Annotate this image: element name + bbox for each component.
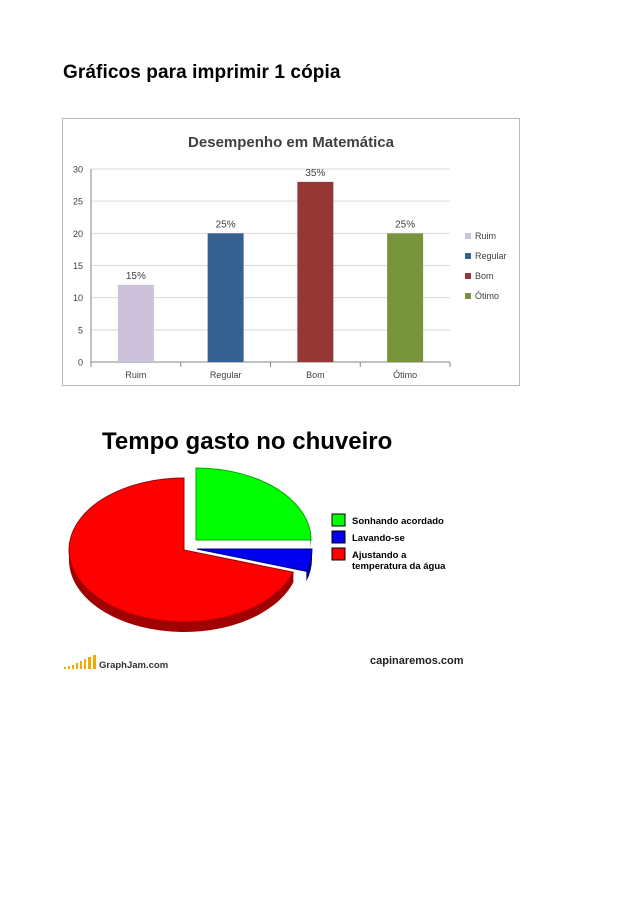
legend-label-ruim: Ruim [475,231,497,241]
y-tick-label: 15 [72,261,83,271]
y-tick-label: 25 [72,196,83,207]
pie-chart-title: Tempo gasto no chuveiro [102,428,393,455]
legend-swatch-regular [465,253,471,259]
legend-swatch-ruim [465,233,471,239]
pie-legend-label-sonhando-acordado: Sonhando acordado [352,516,444,527]
bar-ruim [118,285,154,362]
x-tick-label-otimo: Ótimo [393,370,418,380]
pie-slice-sonhando-acordado [196,468,311,540]
y-tick-label: 5 [77,325,83,336]
pie-legend-swatch-ajustando-a-temperatura-da-agua [332,548,345,560]
data-label-bom: 35% [305,167,326,179]
pie-legend-label-ajustando-a-temperatura-da-agua: Ajustando a [352,550,407,561]
y-tick-label: 30 [72,164,83,175]
legend-label-regular: Regular [475,251,507,261]
pie-legend-label-ajustando-a-temperatura-da-agua: temperatura da água [352,561,446,572]
y-tick-label: 10 [72,293,83,304]
bar-bom [297,182,333,362]
footer-capinaremos: capinaremos.com [370,655,464,667]
pie-legend-label-lavando-se: Lavando-se [352,533,405,544]
y-tick-label: 0 [77,357,83,368]
bar-regular [208,233,244,362]
pie-chart-shower-time [62,418,482,678]
bar-chart-title: Desempenho em Matemática [188,134,394,151]
bar-otimo [387,233,423,362]
legend-label-otimo: Ótimo [475,291,500,301]
legend-label-bom: Bom [475,271,494,281]
bar-chart-svg [63,119,519,385]
legend-swatch-bom [465,273,471,279]
footer-graphjam: GraphJam.com [99,660,169,671]
y-tick-label: 20 [72,228,83,239]
x-tick-label-bom: Bom [306,370,325,380]
pie-legend-swatch-lavando-se [332,531,345,543]
data-label-regular: 25% [215,219,236,231]
pie-legend-swatch-sonhando-acordado [332,514,345,526]
data-label-otimo: 25% [395,219,416,231]
data-label-ruim: 15% [125,270,146,282]
page-title: Gráficos para imprimir 1 cópia [63,62,341,83]
bar-chart-performance [62,118,520,386]
x-tick-label-regular: Regular [209,370,242,380]
pie-chart-svg [62,418,482,678]
x-tick-label-ruim: Ruim [125,370,147,380]
legend-swatch-otimo [465,293,471,299]
graphjam-logo [64,655,96,669]
